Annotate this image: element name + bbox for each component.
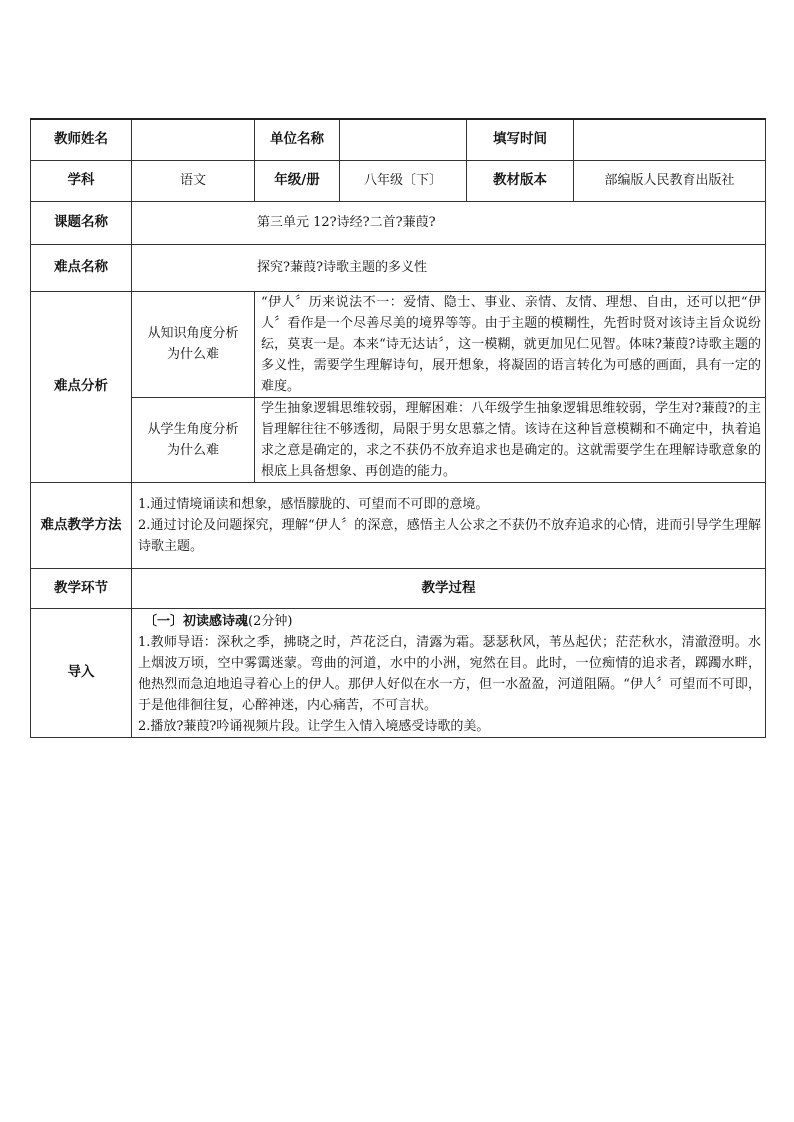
topic-row [31,201,766,244]
stage-label: 教学环节 [31,568,132,608]
process-header-row [31,568,766,608]
edition-value: 部编版人民教育出版社 [574,160,766,201]
difficulty-label: 难点名称 [31,244,132,291]
analysis-label: 难点分析 [31,291,132,482]
knowledge-angle-text: “伊人〞历来说法不一：爱情、隐士、事业、亲情、友情、理想、自由，还可以把“伊人〞看作是一个尽善尽美的境界等等。由于主题的模糊性，先哲时贤对该诗主旨众说纷纭，莫衷一是。本来“诗无达诂〞，这一模糊，就更加见仁见智。体味?蒹葭?诗歌主题的多义性，需要学生理解诗句，展开想象，将凝固的语言转化为可感的画面，具有一定的难度。 [255,291,766,397]
lesson-plan-table [30,118,766,738]
method-label: 难点教学方法 [31,482,132,568]
student-angle-label [132,397,255,482]
topic-value [132,201,766,244]
intro-label: 导入 [31,608,132,737]
process-label: 教学过程 [132,568,766,608]
grade-label: 年级/册 [255,160,340,201]
intro-section-time: (2分钟) [248,613,293,629]
method-row [31,482,766,568]
analysis-knowledge-row [31,291,766,397]
unit-value [340,119,467,160]
knowledge-angle-label [132,291,255,397]
student-angle-line-2: 为什么难 [166,442,219,458]
header-row-1 [31,119,766,160]
header-row-2 [31,160,766,201]
edition-label: 教材版本 [467,160,574,201]
method-line-2: 2.通过讨论及问题探究，理解“伊人〞的深意，感悟主人公求之不获仍不放弃追求的心情，进而引导学生理解诗歌主题。 [138,517,761,554]
intro-row [31,608,766,737]
difficulty-value [132,244,766,291]
topic-label: 课题名称 [31,201,132,244]
lesson-plan-sheet [30,118,765,738]
difficulty-row [31,244,766,291]
analysis-student-row [31,397,766,482]
intro-section-heading [138,611,761,632]
intro-content [132,608,766,737]
intro-item-2: 2.播放?蒹葭?吟诵视频片段。让学生入情入境感受诗歌的美。 [138,718,490,734]
date-label: 填写时间 [467,119,574,160]
intro-section-title: 〔一〕初读感诗魂 [144,613,249,629]
grade-value: 八年级〔下〕 [340,160,467,201]
method-line-1: 1.通过情境诵读和想象，感悟朦胧的、可望而不可即的意境。 [138,496,489,512]
student-angle-line-1: 从学生角度分析 [147,421,239,437]
topic-text: 第三单元 12?诗经?二首?蒹葭? [257,215,436,230]
unit-label: 单位名称 [255,119,340,160]
difficulty-text: 探究?蒹葭?诗歌主题的多义性 [257,260,427,275]
subject-value: 语文 [132,160,255,201]
method-value [132,482,766,568]
date-value [574,119,766,160]
intro-item-1: 1.教师导语：深秋之季，拂晓之时，芦花泛白，清露为霜。瑟瑟秋风，苇丛起伏；茫茫秋水，清澈澄明。水上烟波万顷，空中雾霭迷蒙。弯曲的河道，水中的小洲，宛然在目。此时，一位痴情的追求者，踯躅水畔，他热烈而急迫地追寻着心上的伊人。那伊人好似在水一方，但一水盈盈，河道阻隔。“伊人〞可望而不可即，于是他徘徊往复，心醉神迷，内心痛苦，不可言状。 [138,634,761,713]
teacher-label: 教师姓名 [31,119,132,160]
student-angle-text: 学生抽象逻辑思维较弱，理解困难：八年级学生抽象逻辑思维较弱，学生对?蒹葭?的主旨理解往往不够透彻，局限于男女思慕之情。该诗在这种旨意模糊和不确定中，执着追求之意是确定的，求之不获仍不放弃追求也是确定的。这就需要学生在理解诗歌意象的根底上具备想象、再创造的能力。 [255,397,766,482]
subject-label: 学科 [31,160,132,201]
teacher-value [132,119,255,160]
knowledge-angle-line-2: 为什么难 [166,347,219,362]
knowledge-angle-line-1: 从知识角度分析 [147,326,239,341]
